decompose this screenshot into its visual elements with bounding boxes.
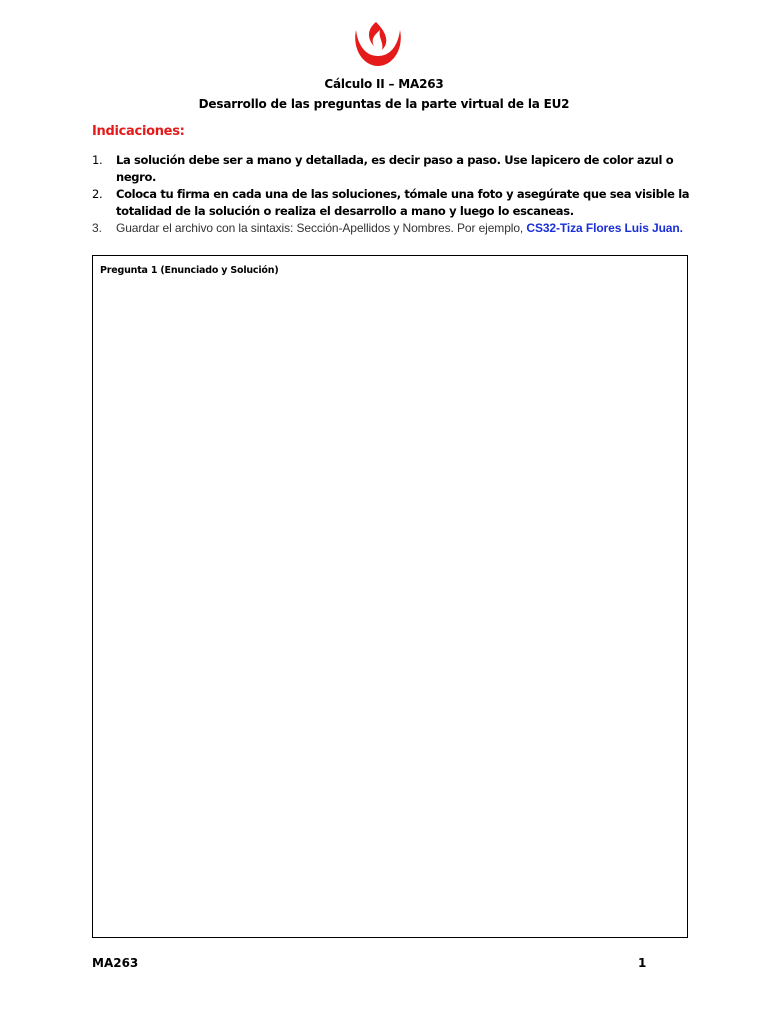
instruction-number: 1. — [92, 153, 103, 167]
instruction-item — [92, 220, 702, 237]
upc-flame-logo-icon — [350, 20, 406, 68]
title-block — [0, 74, 768, 114]
filename-example: CS32-Tiza Flores Luis Juan. — [526, 221, 683, 235]
instruction-item — [92, 186, 702, 220]
instruction-item — [92, 152, 702, 186]
document-subtitle: Desarrollo de las preguntas de la parte virtual de la EU2 — [198, 97, 570, 111]
footer-course-code: MA263 — [92, 956, 139, 970]
answer-box-label: Pregunta 1 (Enunciado y Solución) — [100, 265, 279, 276]
logo — [350, 20, 406, 68]
instruction-number: 3. — [92, 221, 102, 235]
instructions-heading: Indicaciones: — [92, 124, 185, 139]
logo-outer-ring — [355, 30, 401, 66]
logo-flame — [369, 22, 386, 50]
instructions-list — [92, 152, 702, 237]
instruction-text: Coloca tu firma en cada una de las soluciones, tómale una foto y asegúrate que sea visible la totalidad de la solución o realiza el desarrollo a mano y luego lo escaneas. — [116, 187, 690, 218]
instruction-text: La solución debe ser a mano y detallada, es decir paso a paso. Use lapicero de color azul o negro. — [116, 153, 674, 184]
instruction-number: 2. — [92, 187, 103, 201]
document-title: Cálculo II – MA263 — [324, 77, 444, 91]
instruction-text: Guardar el archivo con la sintaxis: Sección-Apellidos y Nombres. Por ejemplo, — [116, 221, 527, 235]
answer-box — [92, 255, 688, 938]
footer-page-number: 1 — [638, 956, 647, 970]
